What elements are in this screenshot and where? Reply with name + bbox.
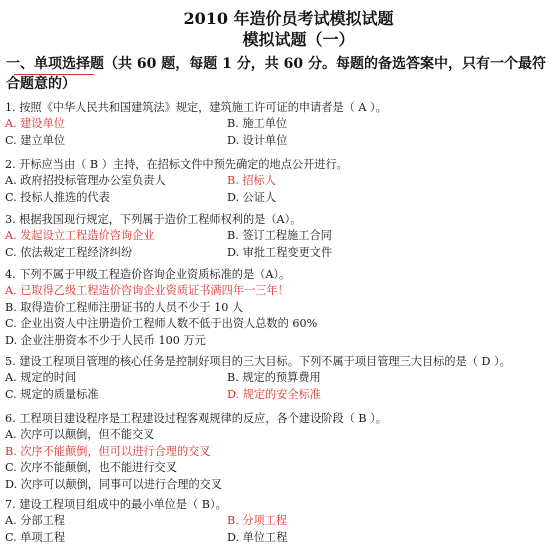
answer-option-correct: B. 分项工程	[227, 514, 288, 528]
answer-option: C. 依法裁定工程经济纠纷	[5, 245, 133, 259]
answer-option-correct: A. 发起设立工程造价咨询企业	[5, 229, 155, 243]
answer-option: C. 单项工程	[5, 530, 66, 544]
option-list	[5, 283, 553, 349]
answer-option: A. 规定的时间	[5, 371, 77, 385]
page-title: 2010 年造价员考试模拟试题	[183, 9, 394, 28]
answer-option: A. 分部工程	[5, 514, 65, 528]
question-1	[5, 100, 553, 149]
question-6	[5, 411, 553, 493]
page-subtitle: 模拟试题（一）	[242, 30, 355, 49]
answer-option-correct: B. 次序不能颠倒，但可以进行合理的交叉	[5, 444, 211, 458]
option-list	[5, 427, 553, 493]
question-stem: 2. 开标应当由（ B ）主持，在招标文件中预先确定的地点公开进行。	[5, 158, 348, 171]
highlight-underline	[14, 74, 94, 75]
answer-option: C. 规定的质量标准	[5, 387, 99, 401]
answer-option: D. 次序可以颠倒，同事可以进行合理的交叉	[5, 477, 223, 491]
question-2	[5, 157, 553, 206]
answer-option: D. 公证人	[227, 190, 277, 204]
answer-option: C. 投标人推选的代表	[5, 190, 110, 204]
option-list	[5, 116, 553, 149]
answer-option: C. 建立单位	[5, 133, 66, 147]
question-stem: 7. 建设工程项目组成中的最小单位是（ B）。	[5, 498, 227, 511]
answer-option: D. 审批工程变更文件	[227, 245, 333, 259]
answer-option: B. 规定的预算费用	[227, 371, 321, 385]
question-stem: 1. 按照《中华人民共和国建筑法》规定，建筑施工许可证的申请者是（ A ）。	[5, 101, 387, 114]
option-list	[5, 173, 553, 206]
answer-option-correct: A. 建设单位	[5, 117, 65, 131]
option-list	[5, 228, 553, 261]
section-instruction: 一、单项选择题（共 60 题，每题 1 分，共 60 分。每题的备选答案中，只有一个最符合题意的）	[6, 56, 546, 92]
answer-option-correct: B. 招标人	[227, 174, 276, 188]
answer-option: B. 签订工程施工合同	[227, 229, 332, 243]
question-4	[5, 267, 553, 349]
question-7	[5, 497, 553, 546]
question-5	[5, 354, 553, 403]
answer-option: D. 企业注册资本不少于人民币 100 万元	[5, 333, 206, 347]
answer-option: A. 次序可以颠倒，但不能交叉	[5, 428, 155, 442]
answer-option: B. 施工单位	[227, 117, 288, 131]
answer-option: C. 次序不能颠倒，也不能进行交叉	[5, 461, 177, 475]
question-stem: 3. 根据我国现行规定，下列属于造价工程师权利的是（A）。	[5, 213, 302, 226]
answer-option-correct: A. 已取得乙级工程造价咨询企业资质证书满四年一三年！	[5, 284, 289, 298]
answer-option: A. 政府招投标管理办公室负责人	[5, 174, 166, 188]
answer-option: C. 企业出资人中注册造价工程师人数不低于出资人总数的 60%	[5, 317, 318, 331]
answer-option: D. 设计单位	[227, 133, 288, 147]
question-stem: 4. 下列不属于甲级工程造价咨询企业资质标准的是（A）。	[5, 268, 291, 281]
question-stem: 6. 工程项目建设程序是工程建设过程客观规律的反应，各个建设阶段（ B ）。	[5, 412, 387, 425]
answer-option: D. 单位工程	[227, 530, 288, 544]
answer-option-correct: D. 规定的安全标准	[227, 387, 321, 401]
question-stem: 5. 建设工程项目管理的核心任务是控制好项目的三大目标。下列不属于项目管理三大目标的是（ D ）。	[5, 355, 511, 368]
question-3	[5, 212, 553, 261]
option-list	[5, 513, 553, 546]
option-list	[5, 370, 553, 403]
answer-option: B. 取得造价工程师注册证书的人员不少于 10 人	[5, 300, 244, 314]
